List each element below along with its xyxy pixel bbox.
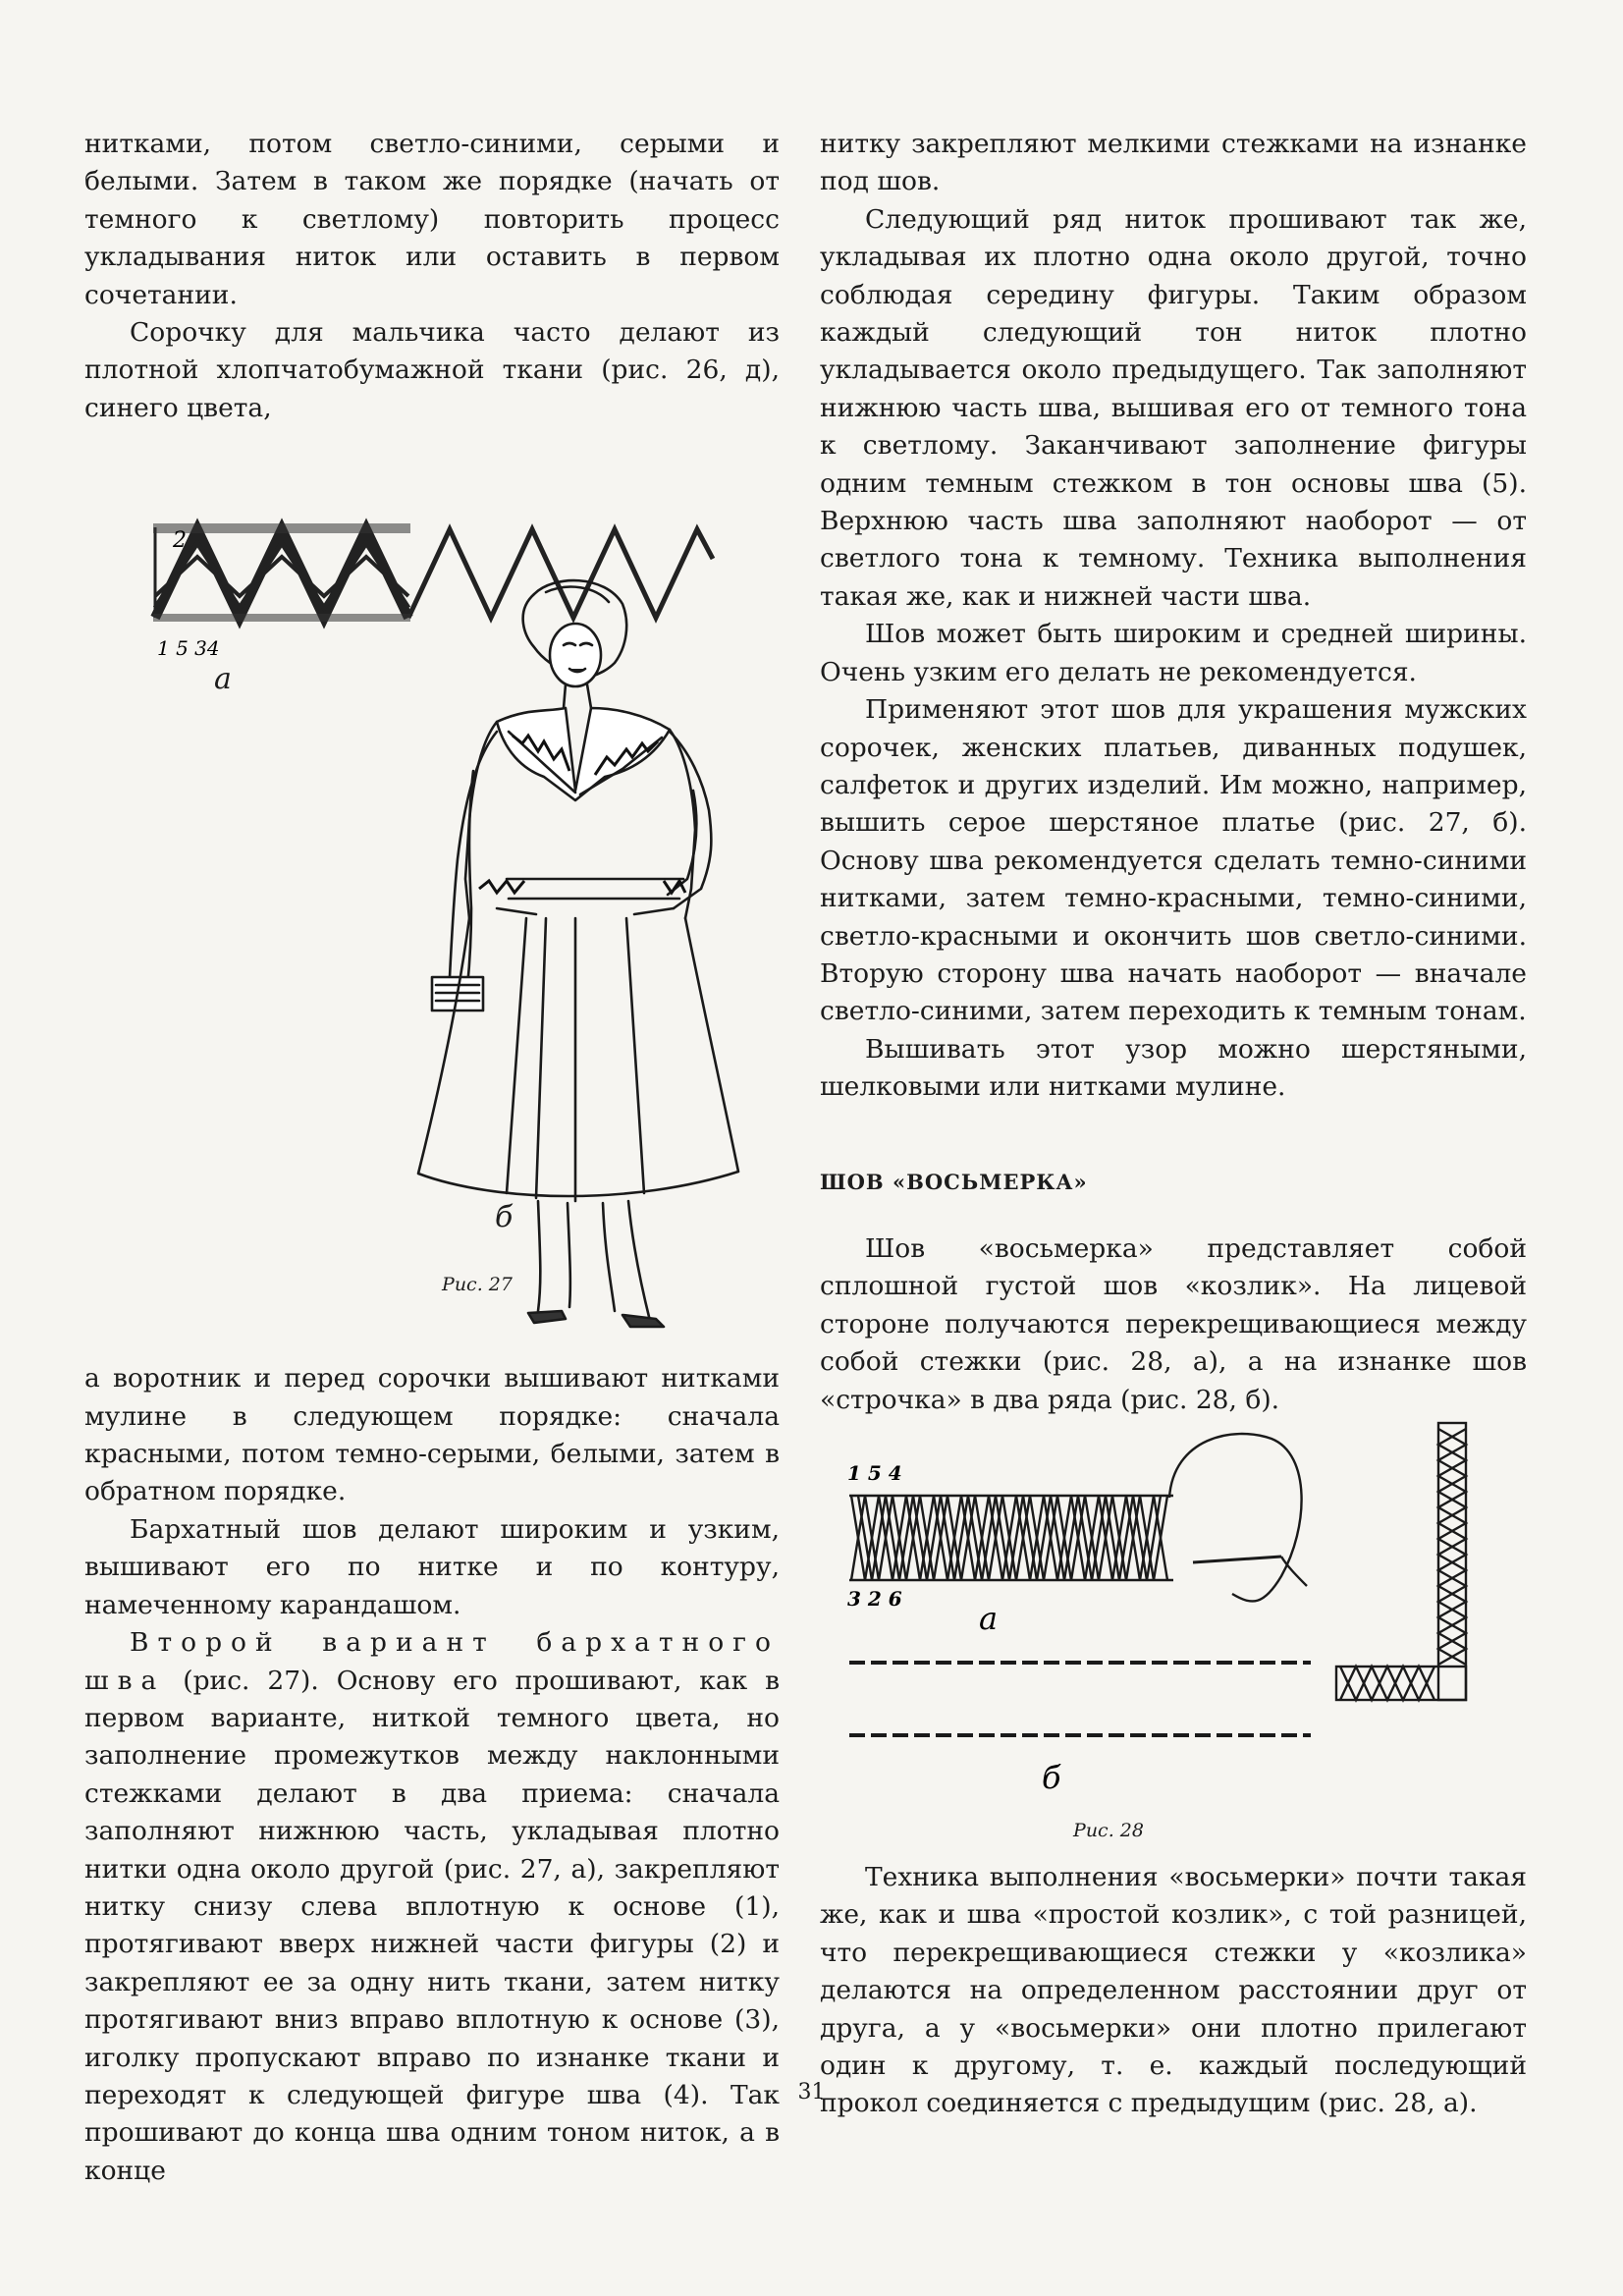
- left-paragraph-5-emphasis: Второй вариант бархатного шва: [84, 1627, 780, 1696]
- right-column: [820, 126, 1527, 2123]
- right-paragraph-7: Техника выполнения «восьмерки» почти такая же, как и шва «простой козлик», с той разницей, что перекрещивающиеся стежки у «козлика» делаются на определенном расстоянии друг от друга, а у «восьмерки» они плотно прилегают один к другому, т. е. каждый последующий прокол соединяется с предыдущим (рис. 28, а).: [820, 1862, 1527, 2119]
- figure-27: [84, 427, 780, 1360]
- left-paragraph-3: а воротник и перед сорочки вышивают нитками мулине в следующем порядке: сначала красными, потом темно-серыми, белыми, затем в обратном порядке.: [84, 1363, 780, 1507]
- right-paragraph-5: Вышивать этот узор можно шерстяными, шелковыми или нитками мулине.: [820, 1033, 1527, 1103]
- fig28-number-bottom: 3 2 6: [847, 1587, 902, 1611]
- figure-27-dress-illustration: [84, 565, 780, 1331]
- fig28-label-b: б: [1042, 1759, 1061, 1796]
- right-paragraph-6: Шов «восьмерка» представляет собой сплошной густой шов «козлик». На лицевой стороне получаются перекрещивающиеся между собой стежки (рис. 28, а), а на изнанке шов «строчка» в два ряда (рис. 28, б).: [820, 1232, 1527, 1415]
- right-paragraph-2: Следующий ряд ниток прошивают так же, укладывая их плотно одна около другой, точно соблюдая середину фигуры. Таким образом каждый следующий тон ниток плотно укладывается около предыдущего. Так заполняют нижнюю часть шва, вышивая его от темного тона к светлому. Заканчивают заполнение фигуры одним темным стежком в тон основы шва (5). Верхнюю часть шва заполняют наоборот — от светлого тона к темному. Техника выполнения такая же, как и нижней части шва.: [820, 203, 1527, 612]
- fig27-label-a: а: [214, 662, 232, 697]
- figure-28: [820, 1419, 1527, 1859]
- fig27-caption: Рис. 27: [442, 1274, 513, 1296]
- section-heading-vosmerka: ШОВ «ВОСЬМЕРКА»: [820, 1169, 1088, 1194]
- right-paragraph-4: Применяют этот шов для украшения мужских сорочек, женских платьев, диванных подушек, салфеток и других изделий. Им можно, например, вышить серое шерстяное платье (рис. 27, б). Основу шва рекомендуется сделать темно-синими нитками, затем темно-красными, темно-синими, светло-красными и окончить шов светло-синими. Вторую сторону шва начать наоборот — вначале светло-синими, затем переходить к темным тонам.: [820, 694, 1527, 1027]
- fig28-caption: Рис. 28: [1073, 1820, 1144, 1841]
- right-paragraph-3: Шов может быть широким и средней ширины. Очень узким его делать не рекомендуется.: [820, 619, 1527, 687]
- fig27-number-top: 2: [173, 528, 187, 554]
- fig28-number-top: 1 5 4: [847, 1461, 902, 1485]
- fig28-label-a: а: [979, 1600, 999, 1637]
- left-paragraph-4: Бархатный шов делают широким и узким, вышивают его по нитке и по контуру, намеченному карандашом.: [84, 1513, 780, 1620]
- left-column: [84, 126, 780, 2190]
- figure-28-stitch-sample: [820, 1419, 1527, 1831]
- left-paragraph-2: Сорочку для мальчика часто делают из плотной хлопчатобумажной ткани (рис. 26, д), синего цвета,: [84, 317, 780, 423]
- left-paragraph-5: [84, 1624, 780, 2190]
- left-paragraph-1: нитками, потом светло-синими, серыми и белыми. Затем в таком же порядке (начать от темного к светлому) повторить процесс укладывания ниток или оставить в первом сочетании.: [84, 129, 780, 310]
- fig27-label-b: б: [495, 1200, 514, 1235]
- fig27-number-bottom: 1 5 34: [157, 636, 220, 661]
- left-paragraph-5-rest: (рис. 27). Основу его прошивают, как в первом варианте, ниткой темного цвета, но заполнение промежутков между наклонными стежками делают в два приема: сначала заполняют нижнюю часть, укладывая плотно нитки одна около другой (рис. 27, а), закрепляют нитку снизу слева вплотную к основе (1), протягивают вверх нижней части фигуры (2) и закрепляют ее за одну нить ткани, затем нитку протягивают вниз вправо вплотную к основе (3), иголку пропускают вправо по изнанке ткани и переходят к следующей фигуре шва (4). Так прошивают до конца шва одним тоном ниток, а в конце: [84, 1665, 780, 2186]
- right-paragraph-1: нитку закрепляют мелкими стежками на изнанке под шов.: [820, 129, 1527, 197]
- page-number: 31: [797, 2080, 826, 2105]
